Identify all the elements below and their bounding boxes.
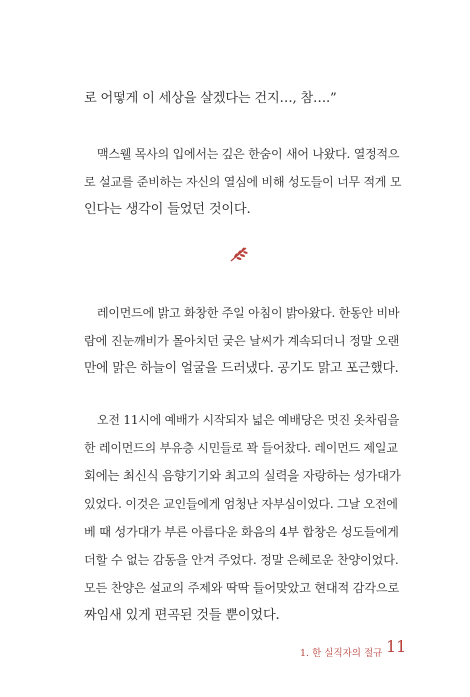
text-line: 만에 맑은 하늘이 얼굴을 드러냈다. 공기도 맑고 포근했다.	[84, 361, 399, 376]
text-line: 인다는 생각이 들었던 것이다.	[84, 202, 251, 217]
text-line: 람에 진눈깨비가 몰아치던 궂은 날씨가 계속되더니 정말 오랜	[84, 334, 400, 348]
text-line: 로 설교를 준비하는 자신의 열심에 비해 성도들이 너무 적게 모	[84, 175, 402, 189]
page-number: 11	[386, 637, 407, 656]
text-line: 모든 찬양은 설교의 주제와 딱딱 들어맞았고 현대적 감각으로	[84, 581, 400, 595]
chapter-title: 1. 한 실직자의 절규	[300, 648, 383, 659]
text-line: 한 레이먼드의 부유층 시민들로 꽉 들어찼다. 레이먼드 제일교	[84, 441, 398, 455]
text-line: 로 어떻게 이 세상을 살겠다는 건지…, 참….”	[84, 91, 337, 106]
text-line: 회에는 최신식 음향기기와 최고의 실력을 자랑하는 성가대가	[84, 468, 401, 483]
laurel-sprig-icon	[228, 243, 250, 265]
text-line: 레이먼드에 밝고 화창한 주일 아침이 밝아왔다. 한동안 비바	[97, 306, 400, 320]
text-line: 더할 수 없는 감동을 안겨 주었다. 정말 은혜로운 찬양이었다.	[84, 553, 399, 567]
text-line: 맥스웰 목사의 입에서는 깊은 한숨이 새어 나왔다. 열정적으	[97, 147, 400, 161]
text-line: 있었다. 이것은 교인들에게 엄청난 자부심이었다. 그날 오전에	[84, 497, 398, 511]
text-line: 짜임새 있게 편곡된 것들 뿐이었다.	[84, 608, 280, 623]
text-line: 오전 11시에 예배가 시작되자 넓은 예배당은 멋진 옷차림을	[97, 413, 400, 427]
text-line: 베 때 성가대가 부른 아름다운 화음의 4부 합창은 성도들에게	[84, 525, 399, 539]
